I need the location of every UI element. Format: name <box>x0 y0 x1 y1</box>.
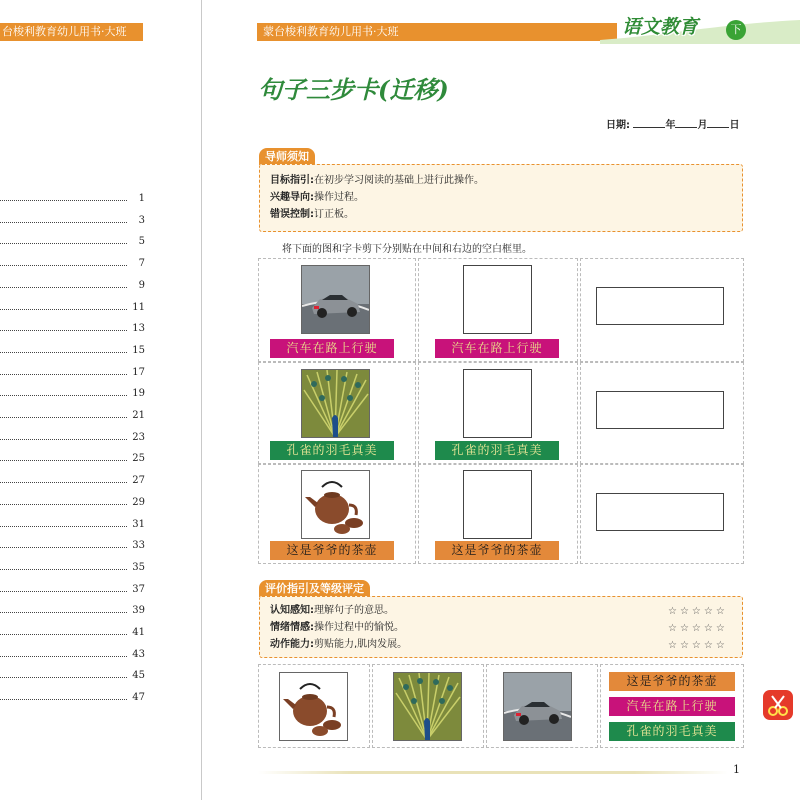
toc-page-number: 19 <box>132 388 145 400</box>
toc-row[interactable] <box>0 604 145 618</box>
toc-leader-dots <box>0 222 127 223</box>
toc-page-number: 37 <box>132 583 145 595</box>
toc-page-number: 41 <box>132 627 145 638</box>
toc-row[interactable] <box>0 474 145 488</box>
evaluation-text: 剪贴能力,肌肉发展。 <box>314 639 408 650</box>
toc-page-number: 27 <box>132 475 145 487</box>
guide-text: 在初步学习阅读的基础上进行此操作。 <box>314 175 484 186</box>
toc-page-number: 3 <box>138 214 145 226</box>
race-car-icon <box>302 266 369 333</box>
toc-page-number: 7 <box>138 258 145 270</box>
star-rating[interactable]: ☆☆☆☆☆ <box>668 606 728 617</box>
toc-page-number: 43 <box>132 648 145 660</box>
evaluation-line-cognition <box>270 604 394 618</box>
word-card[interactable]: 孔雀的羽毛真美 <box>270 441 394 460</box>
cutout-word-card[interactable]: 孔雀的羽毛真美 <box>609 722 735 741</box>
toc-leader-dots <box>0 612 127 613</box>
toc-page-number: 45 <box>132 670 145 682</box>
star-rating[interactable]: ☆☆☆☆☆ <box>668 640 728 651</box>
month-label: 月 <box>697 120 708 131</box>
volume-badge: 下 <box>726 20 746 40</box>
race-car-icon <box>504 673 571 740</box>
toc-leader-dots <box>0 330 127 331</box>
toc-page-number: 11 <box>132 301 145 313</box>
page-divider <box>201 0 202 800</box>
toc-row[interactable] <box>0 279 145 293</box>
toc-leader-dots <box>0 634 127 635</box>
guide-line-interest <box>270 191 364 205</box>
word-card[interactable]: 汽车在路上行驶 <box>435 339 559 358</box>
toc-leader-dots <box>0 287 127 288</box>
toc-leader-dots <box>0 265 127 266</box>
word-card[interactable]: 孔雀的羽毛真美 <box>435 441 559 460</box>
subject-title: 语文教育 <box>622 16 699 38</box>
evaluation-section-tag: 评价指引及等级评定 <box>259 580 370 597</box>
toc-page-number: 9 <box>138 279 145 291</box>
peacock-photo <box>301 369 370 438</box>
star-rating[interactable]: ☆☆☆☆☆ <box>668 623 728 634</box>
page-number: 1 <box>733 763 740 776</box>
toc-leader-dots <box>0 460 127 461</box>
teapot-icon <box>280 673 347 740</box>
guide-label: 兴趣导向: <box>270 192 314 203</box>
page-title: 句子三步卡(迁移) <box>258 75 449 104</box>
toc-page-number: 1 <box>138 193 145 204</box>
race-car-photo <box>301 265 370 334</box>
paste-picture-box[interactable] <box>463 265 532 334</box>
toc-row[interactable] <box>0 496 145 510</box>
toc-page-number: 39 <box>132 605 145 617</box>
date-line <box>606 116 739 131</box>
paste-sentence-box[interactable] <box>596 391 724 429</box>
toc-row[interactable] <box>0 409 145 423</box>
evaluation-label: 情绪情感: <box>270 622 314 633</box>
year-blank[interactable] <box>633 118 665 128</box>
teapot-photo <box>301 470 370 539</box>
toc-page-number: 35 <box>132 561 145 573</box>
cutout-strip <box>258 664 744 748</box>
scissors-icon <box>763 690 793 720</box>
toc-leader-dots <box>0 526 127 527</box>
toc-row[interactable] <box>0 257 145 271</box>
evaluation-text: 理解句子的意思。 <box>314 605 394 616</box>
toc-page-number: 29 <box>132 496 145 508</box>
toc-row[interactable] <box>0 539 145 553</box>
paste-picture-box[interactable] <box>463 470 532 539</box>
toc-leader-dots <box>0 569 127 570</box>
cutout-word-card[interactable]: 这是爷爷的茶壶 <box>609 672 735 691</box>
toc-leader-dots <box>0 309 127 310</box>
toc-page-number: 13 <box>132 323 145 335</box>
paste-sentence-box[interactable] <box>596 493 724 531</box>
evaluation-line-motor <box>270 638 407 652</box>
toc-row[interactable] <box>0 648 145 662</box>
toc-page-number: 21 <box>132 410 145 421</box>
left-page <box>0 0 200 800</box>
toc-leader-dots <box>0 504 127 505</box>
teapot-icon <box>302 471 369 538</box>
word-card[interactable]: 这是爷爷的茶壶 <box>270 541 394 560</box>
toc-page-number: 5 <box>138 236 145 248</box>
peacock-icon <box>394 673 461 740</box>
toc-row[interactable] <box>0 235 145 249</box>
toc-leader-dots <box>0 699 127 700</box>
evaluation-label: 动作能力: <box>270 639 314 650</box>
toc-page-number: 17 <box>132 366 145 378</box>
toc-leader-dots <box>0 200 127 201</box>
cutout-race-car-photo[interactable] <box>503 672 572 741</box>
toc-leader-dots <box>0 656 127 657</box>
toc-page-number: 23 <box>132 431 145 443</box>
word-card[interactable]: 这是爷爷的茶壶 <box>435 541 559 560</box>
guide-section-tag: 导师须知 <box>259 148 315 165</box>
toc-page-number: 47 <box>132 692 145 704</box>
toc-row[interactable] <box>0 518 145 532</box>
day-blank[interactable] <box>707 118 729 128</box>
work-grid <box>258 258 744 564</box>
toc-page-number: 33 <box>132 540 145 552</box>
paste-picture-box[interactable] <box>463 369 532 438</box>
toc-leader-dots <box>0 395 127 396</box>
guide-label: 错误控制: <box>270 209 314 220</box>
peacock-icon <box>302 370 369 437</box>
day-label: 日 <box>729 120 740 131</box>
toc-row[interactable] <box>0 322 145 336</box>
toc-row[interactable] <box>0 192 145 206</box>
paste-sentence-box[interactable] <box>596 287 724 325</box>
left-page-banner: 台梭利教育幼儿用书·大班 <box>0 23 143 41</box>
toc-row[interactable] <box>0 366 145 380</box>
scissors-icon-graphic <box>763 690 793 720</box>
month-blank[interactable] <box>675 118 697 128</box>
toc-leader-dots <box>0 417 127 418</box>
year-label: 年 <box>665 120 676 131</box>
toc-row[interactable] <box>0 583 145 597</box>
footer-rule <box>258 771 728 774</box>
toc-page-number: 31 <box>132 518 145 530</box>
evaluation-line-emotion <box>270 621 404 635</box>
guide-text: 操作过程。 <box>314 192 364 203</box>
toc-row[interactable] <box>0 452 145 466</box>
toc-page-number: 15 <box>132 344 145 356</box>
toc-row[interactable] <box>0 626 145 640</box>
toc-row[interactable] <box>0 344 145 358</box>
date-label: 日期: <box>606 120 630 131</box>
toc-row[interactable] <box>0 669 145 683</box>
toc-row[interactable] <box>0 301 145 315</box>
guide-line-error-control <box>270 208 354 222</box>
toc-row[interactable] <box>0 214 145 228</box>
toc-page-number: 25 <box>132 453 145 465</box>
toc-row[interactable] <box>0 561 145 575</box>
toc-row[interactable] <box>0 387 145 401</box>
toc-leader-dots <box>0 243 127 244</box>
toc-leader-dots <box>0 677 127 678</box>
evaluation-label: 认知感知: <box>270 605 314 616</box>
guide-text: 订正板。 <box>314 209 354 220</box>
toc-leader-dots <box>0 439 127 440</box>
cutout-word-card[interactable]: 汽车在路上行驶 <box>609 697 735 716</box>
evaluation-text: 操作过程中的愉悦。 <box>314 622 404 633</box>
toc-row[interactable] <box>0 691 145 705</box>
instruction-text: 将下面的图和字卡剪下分别贴在中间和右边的空白框里。 <box>282 244 532 255</box>
toc-leader-dots <box>0 352 127 353</box>
toc-leader-dots <box>0 374 127 375</box>
cutout-teapot-photo[interactable] <box>279 672 348 741</box>
toc-leader-dots <box>0 547 127 548</box>
guide-label: 目标指引: <box>270 175 314 186</box>
toc-row[interactable] <box>0 431 145 445</box>
series-banner: 蒙台梭利教育幼儿用书·大班 <box>257 23 617 41</box>
cutout-peacock-photo[interactable] <box>393 672 462 741</box>
word-card[interactable]: 汽车在路上行驶 <box>270 339 394 358</box>
toc-leader-dots <box>0 591 127 592</box>
guide-line-goal <box>270 174 484 188</box>
toc-leader-dots <box>0 482 127 483</box>
guide-box <box>259 164 743 232</box>
